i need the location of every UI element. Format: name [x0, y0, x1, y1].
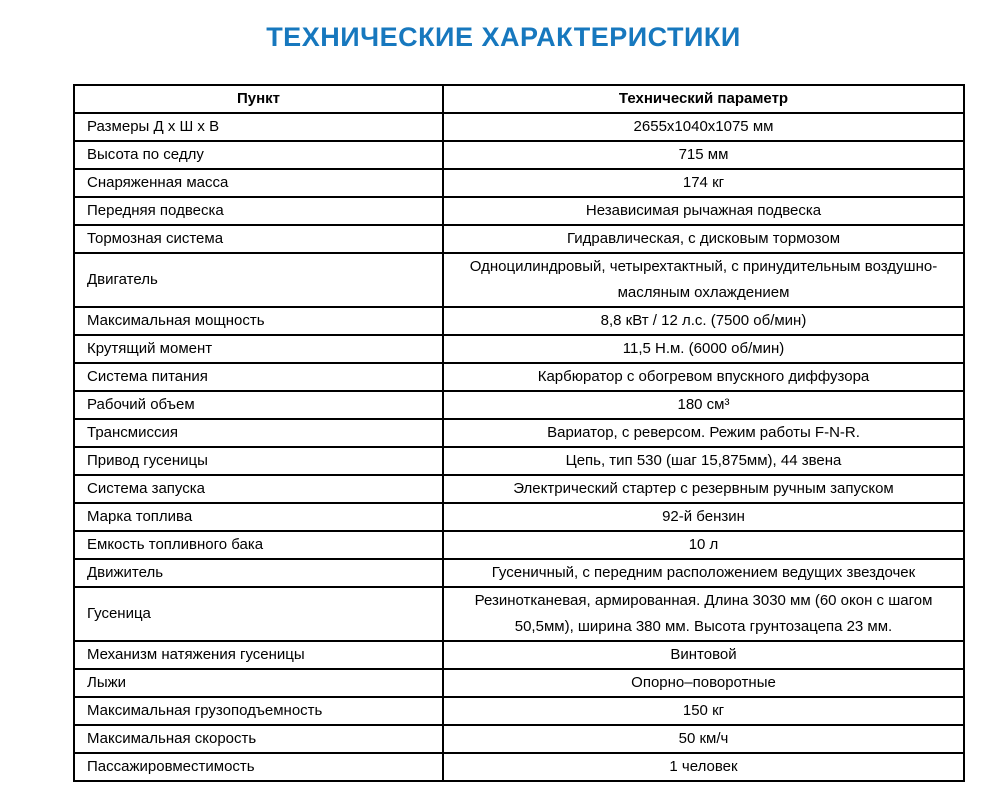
table-row [74, 725, 964, 753]
spec-name-cell: Привод гусеницы [74, 447, 443, 475]
spec-name-cell: Высота по седлу [74, 141, 443, 169]
spec-name-cell: Рабочий объем [74, 391, 443, 419]
spec-table [73, 84, 965, 782]
spec-name-cell: Максимальная грузоподъемность [74, 697, 443, 725]
table-row [74, 391, 964, 419]
table-row [74, 141, 964, 169]
spec-value-cell: Независимая рычажная подвеска [443, 197, 964, 225]
table-row [74, 113, 964, 141]
spec-name-cell: Система запуска [74, 475, 443, 503]
spec-name-cell: Трансмиссия [74, 419, 443, 447]
table-row [74, 559, 964, 587]
spec-table-body [74, 113, 964, 781]
table-row [74, 363, 964, 391]
spec-name-cell: Движитель [74, 559, 443, 587]
spec-name-cell: Марка топлива [74, 503, 443, 531]
table-row [74, 669, 964, 697]
spec-name-cell: Крутящий момент [74, 335, 443, 363]
spec-value-cell: 2655х1040х1075 мм [443, 113, 964, 141]
spec-name-cell: Максимальная мощность [74, 307, 443, 335]
spec-name-cell: Емкость топливного бака [74, 531, 443, 559]
table-row [74, 335, 964, 363]
table-row [74, 419, 964, 447]
spec-value-cell: Гусеничный, с передним расположением ведущих звездочек [443, 559, 964, 587]
spec-name-cell: Двигатель [74, 253, 443, 307]
header-item: Пункт [74, 85, 443, 113]
table-row [74, 503, 964, 531]
spec-value-cell: 150 кг [443, 697, 964, 725]
table-row [74, 641, 964, 669]
spec-value-cell: 10 л [443, 531, 964, 559]
spec-value-cell: 715 мм [443, 141, 964, 169]
spec-value-cell: 92-й бензин [443, 503, 964, 531]
spec-value-cell: Резинотканевая, армированная. Длина 3030 мм (60 окон с шагом 50,5мм), ширина 380 мм. Высота грунтозацепа 23 мм. [443, 587, 964, 641]
spec-value-cell: Одноцилиндровый, четырехтактный, с принудительным воздушно-масляным охлаждением [443, 253, 964, 307]
spec-name-cell: Система питания [74, 363, 443, 391]
table-row [74, 169, 964, 197]
table-row [74, 587, 964, 641]
spec-value-cell: Вариатор, с реверсом. Режим работы F-N-R. [443, 419, 964, 447]
spec-value-cell: 1 человек [443, 753, 964, 781]
spec-name-cell: Гусеница [74, 587, 443, 641]
spec-name-cell: Тормозная система [74, 225, 443, 253]
table-row [74, 225, 964, 253]
spec-name-cell: Пассажировместимость [74, 753, 443, 781]
spec-value-cell: Гидравлическая, с дисковым тормозом [443, 225, 964, 253]
spec-name-cell: Снаряженная масса [74, 169, 443, 197]
table-row [74, 197, 964, 225]
spec-value-cell: 50 км/ч [443, 725, 964, 753]
spec-name-cell: Лыжи [74, 669, 443, 697]
table-row [74, 753, 964, 781]
spec-value-cell: 8,8 кВт / 12 л.с. (7500 об/мин) [443, 307, 964, 335]
spec-value-cell: 180 см³ [443, 391, 964, 419]
table-row [74, 697, 964, 725]
table-row [74, 531, 964, 559]
spec-value-cell: Карбюратор с обогревом впускного диффузора [443, 363, 964, 391]
spec-name-cell: Механизм натяжения гусеницы [74, 641, 443, 669]
spec-value-cell: 174 кг [443, 169, 964, 197]
spec-value-cell: Опорно–поворотные [443, 669, 964, 697]
spec-value-cell: Цепь, тип 530 (шаг 15,875мм), 44 звена [443, 447, 964, 475]
spec-value-cell: Электрический стартер с резервным ручным запуском [443, 475, 964, 503]
spec-table-header [74, 85, 964, 113]
spec-name-cell: Максимальная скорость [74, 725, 443, 753]
spec-name-cell: Передняя подвеска [74, 197, 443, 225]
table-row [74, 307, 964, 335]
table-row [74, 253, 964, 307]
spec-name-cell: Размеры Д х Ш х В [74, 113, 443, 141]
header-parameter: Технический параметр [443, 85, 964, 113]
header-row [74, 85, 964, 113]
spec-value-cell: 11,5 Н.м. (6000 об/мин) [443, 335, 964, 363]
table-row [74, 475, 964, 503]
table-row [74, 447, 964, 475]
spec-value-cell: Винтовой [443, 641, 964, 669]
page-title: ТЕХНИЧЕСКИЕ ХАРАКТЕРИСТИКИ [266, 22, 741, 52]
